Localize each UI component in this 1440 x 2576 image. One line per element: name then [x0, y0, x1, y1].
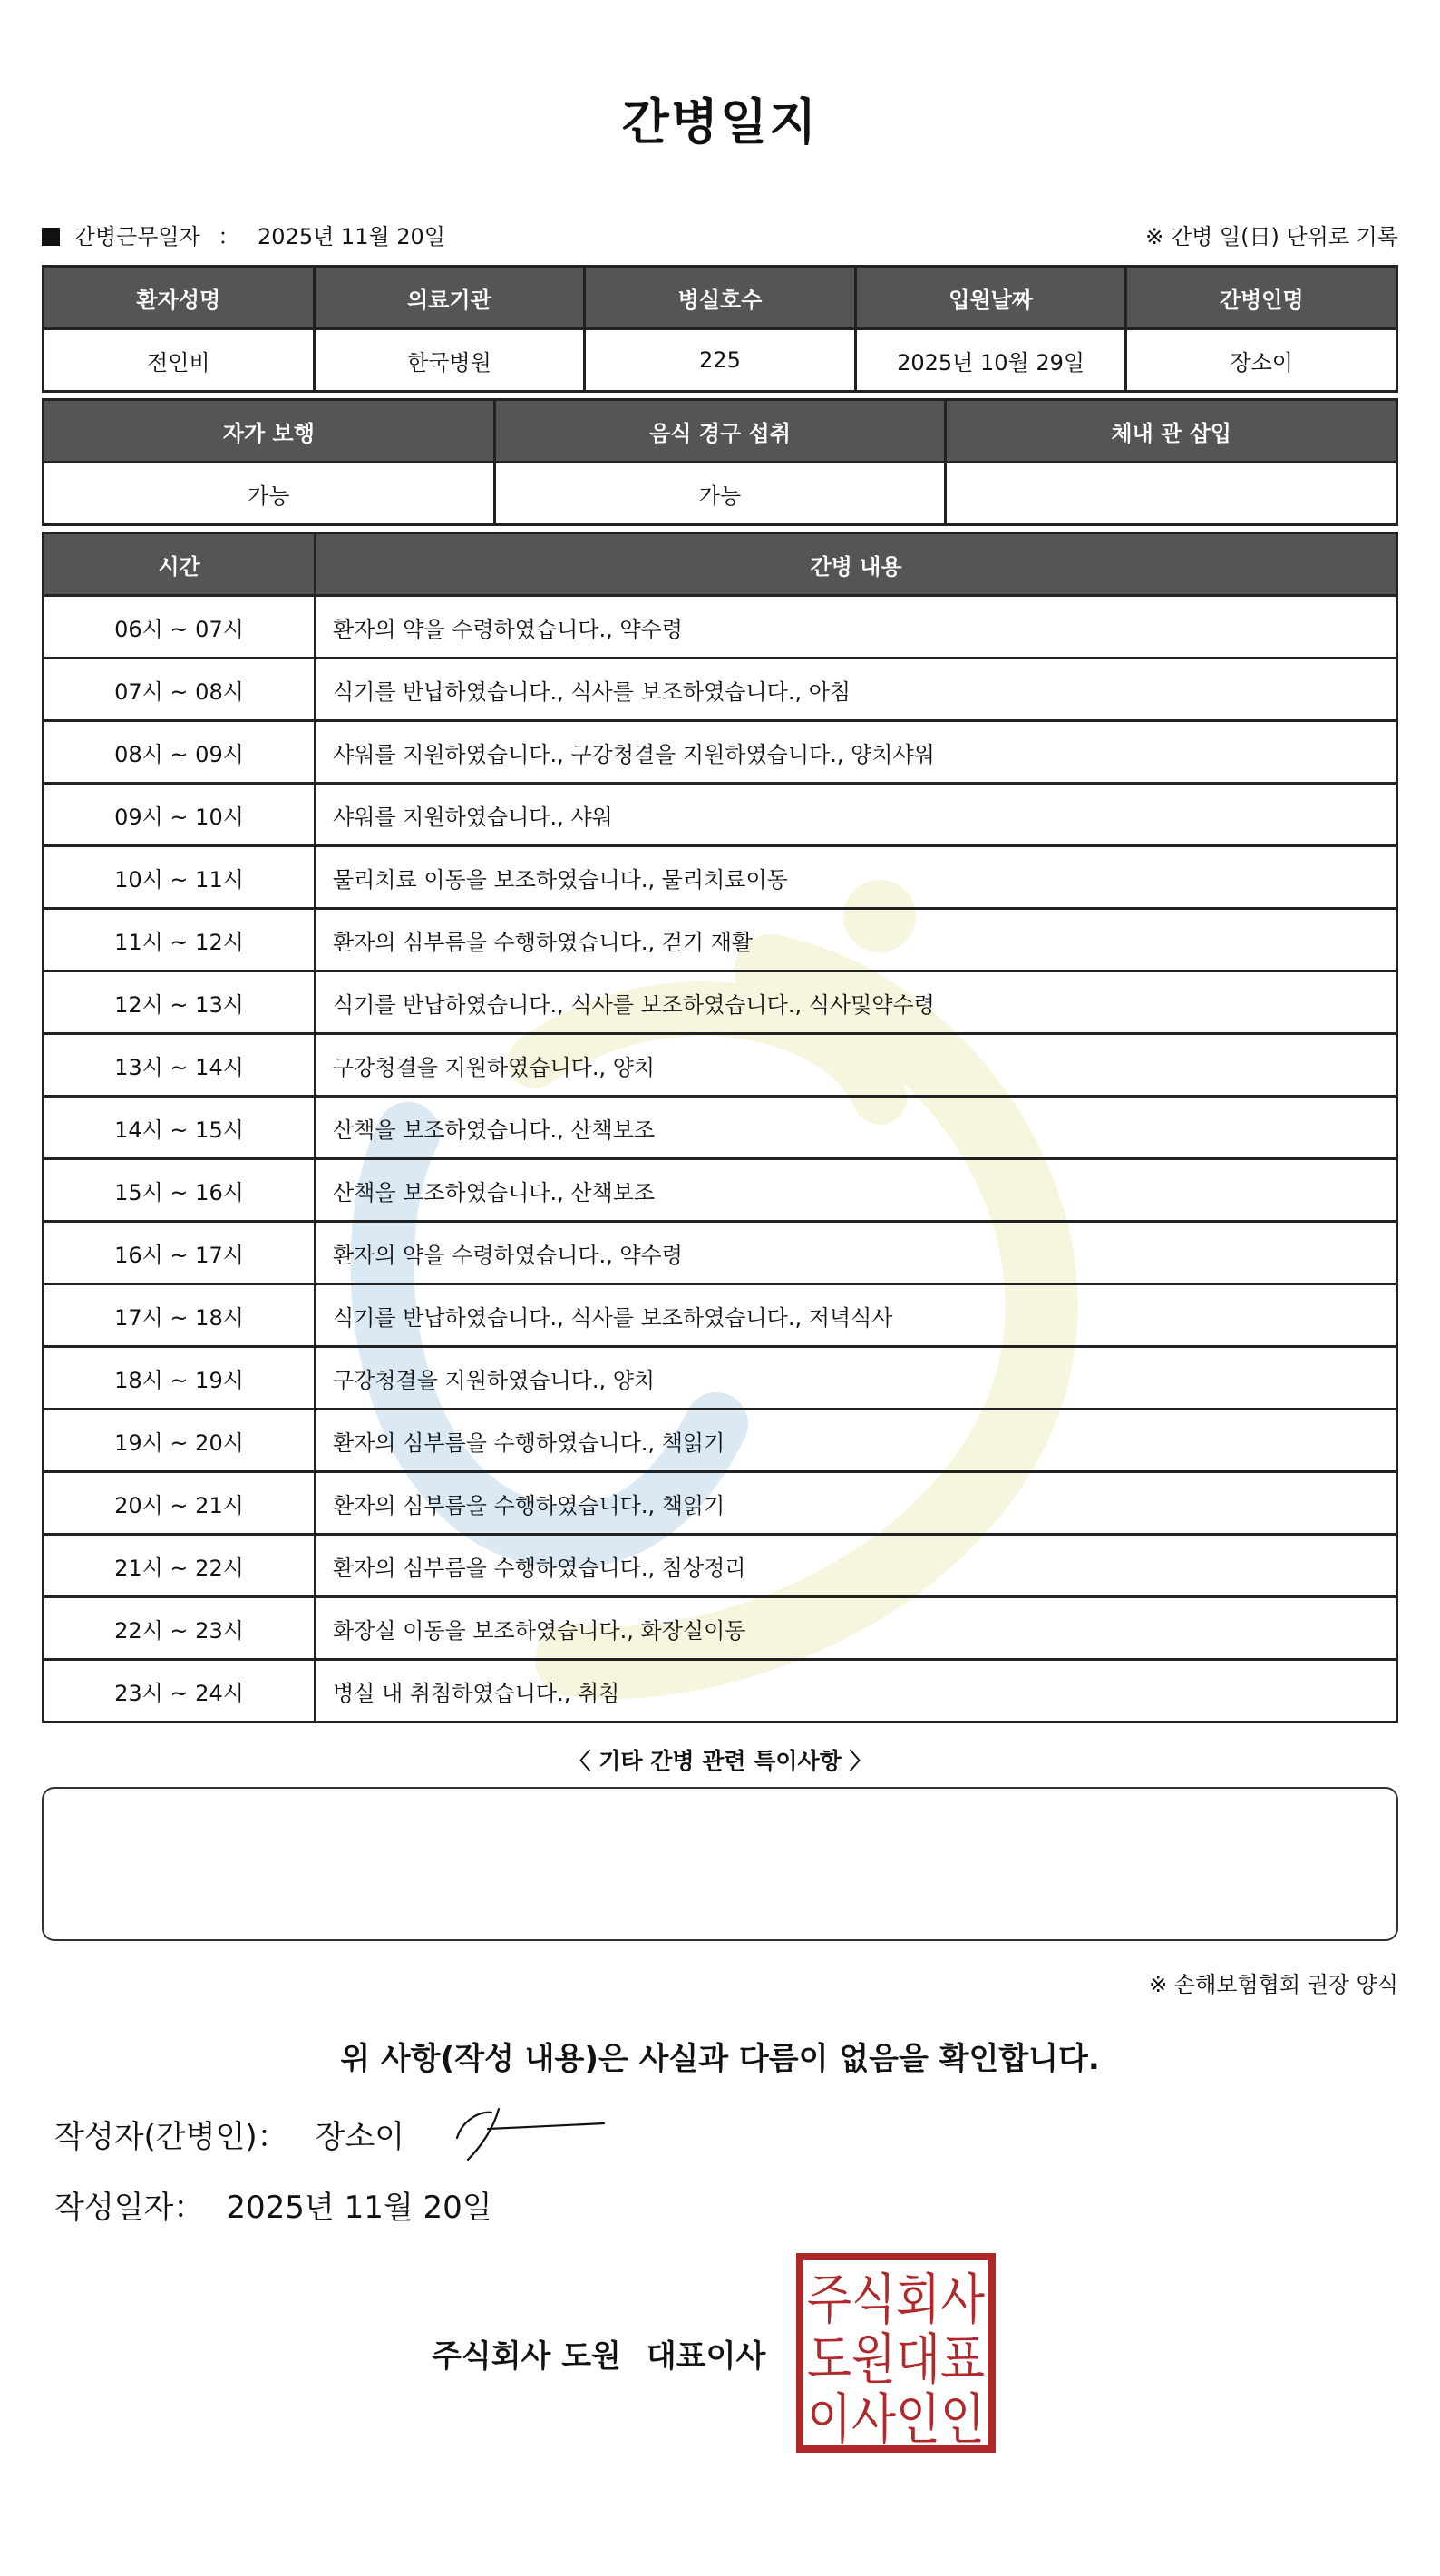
- seal-stamp-icon: [794, 2251, 997, 2454]
- log-content: 화장실 이동을 보조하였습니다., 화장실이동: [316, 1597, 1397, 1660]
- log-time: 11시 ~ 12시: [44, 909, 316, 971]
- log-time: 20시 ~ 21시: [44, 1472, 316, 1535]
- care-log-table: [42, 532, 1398, 1723]
- patient-name: 전인비: [44, 329, 315, 392]
- log-content: 환자의 약을 수령하였습니다., 약수령: [316, 596, 1397, 659]
- confirmation-statement: 위 사항(작성 내용)은 사실과 다름이 없음을 확인합니다.: [340, 2041, 1100, 2077]
- document-title: 간병일지: [621, 93, 819, 151]
- log-time: 13시 ~ 14시: [44, 1034, 316, 1097]
- log-content: 산책을 보조하였습니다., 산책보조: [316, 1097, 1397, 1159]
- log-row: [44, 1097, 1397, 1159]
- meta-row: [42, 216, 1398, 252]
- log-time: 08시 ~ 09시: [44, 721, 316, 784]
- log-content: 구강청결을 지원하였습니다., 양치: [316, 1034, 1397, 1097]
- log-row: [44, 1034, 1397, 1097]
- log-row: [44, 971, 1397, 1034]
- room-number: 225: [585, 329, 856, 392]
- header-time: 시간: [44, 533, 316, 596]
- log-row: [44, 1159, 1397, 1222]
- header-oral-intake: 음식 경구 섭취: [494, 400, 946, 463]
- oral-intake: 가능: [494, 463, 946, 525]
- work-date-value: 2025년 11월 20일: [258, 223, 445, 249]
- log-time: 23시 ~ 24시: [44, 1660, 316, 1722]
- company-row: [42, 2251, 1398, 2454]
- notes-box: [42, 1787, 1398, 1941]
- log-row: [44, 846, 1397, 909]
- svg-text:이사인인: 이사인인: [807, 2388, 986, 2452]
- log-time: 18시 ~ 19시: [44, 1347, 316, 1410]
- header-tube-insertion: 체내 관 삽입: [946, 400, 1397, 463]
- log-content: 환자의 심부름을 수행하였습니다., 책읽기: [316, 1410, 1397, 1472]
- self-walking: 가능: [44, 463, 495, 525]
- written-date-value: 2025년 11월 20일: [226, 2189, 492, 2226]
- company-name: 주식회사 도원: [432, 2337, 621, 2375]
- log-content: 식기를 반납하였습니다., 식사를 보조하였습니다., 저녁식사: [316, 1284, 1397, 1347]
- log-row: [44, 1410, 1397, 1472]
- caregiver-name: 장소이: [1126, 329, 1397, 392]
- written-date-row: [42, 2179, 1398, 2230]
- log-row: [44, 1535, 1397, 1597]
- log-time: 21시 ~ 22시: [44, 1535, 316, 1597]
- log-row: [44, 909, 1397, 971]
- header-room-number: 병실호수: [585, 267, 856, 329]
- log-content: 샤워를 지원하였습니다., 구강청결을 지원하였습니다., 양치샤워: [316, 721, 1397, 784]
- form-source-note: ※ 손해보험협회 권장 양식: [1149, 1972, 1398, 1997]
- log-time: 19시 ~ 20시: [44, 1410, 316, 1472]
- log-content: 식기를 반납하였습니다., 식사를 보조하였습니다., 아침: [316, 659, 1397, 721]
- header-hospital: 의료기관: [314, 267, 585, 329]
- signer-label: 작성자(간병인)：: [54, 2118, 288, 2155]
- log-time: 14시 ~ 15시: [44, 1097, 316, 1159]
- square-bullet-icon: [42, 228, 60, 246]
- signer-row: [42, 2106, 1398, 2161]
- company-ceo-title: 대표이사: [646, 2337, 766, 2375]
- log-content: 환자의 심부름을 수행하였습니다., 책읽기: [316, 1472, 1397, 1535]
- patient-status-table: [42, 398, 1398, 526]
- log-content: 구강청결을 지원하였습니다., 양치: [316, 1347, 1397, 1410]
- log-row: [44, 1660, 1397, 1722]
- header-care-content: 간병 내용: [316, 533, 1397, 596]
- log-row: [44, 1222, 1397, 1284]
- log-row: [44, 784, 1397, 846]
- svg-text:주식회사: 주식회사: [807, 2269, 986, 2332]
- tube-insertion: [946, 463, 1397, 525]
- handwritten-signature: [444, 2102, 608, 2165]
- log-time: 12시 ~ 13시: [44, 971, 316, 1034]
- log-content: 병실 내 취침하였습니다., 취침: [316, 1660, 1397, 1722]
- log-row: [44, 1597, 1397, 1660]
- header-patient-name: 환자성명: [44, 267, 315, 329]
- colon: ：: [218, 223, 240, 249]
- log-time: 22시 ~ 23시: [44, 1597, 316, 1660]
- log-row: [44, 596, 1397, 659]
- log-row: [44, 1347, 1397, 1410]
- log-content: 식기를 반납하였습니다., 식사를 보조하였습니다., 식사및약수령: [316, 971, 1397, 1034]
- header-self-walking: 자가 보행: [44, 400, 495, 463]
- written-date-label: 작성일자：: [54, 2189, 205, 2226]
- log-row: [44, 1472, 1397, 1535]
- log-row: [44, 659, 1397, 721]
- log-row: [44, 721, 1397, 784]
- log-time: 17시 ~ 18시: [44, 1284, 316, 1347]
- log-time: 09시 ~ 10시: [44, 784, 316, 846]
- notes-title: 〈 기타 간병 관련 특이사항 〉: [568, 1748, 872, 1774]
- signer-name: 장소이: [315, 2118, 405, 2155]
- work-date-label: 간병근무일자: [73, 223, 200, 249]
- log-row: [44, 1284, 1397, 1347]
- log-time: 15시 ~ 16시: [44, 1159, 316, 1222]
- log-content: 물리치료 이동을 보조하였습니다., 물리치료이동: [316, 846, 1397, 909]
- log-content: 환자의 심부름을 수행하였습니다., 침상정리: [316, 1535, 1397, 1597]
- log-content: 샤워를 지원하였습니다., 샤워: [316, 784, 1397, 846]
- log-time: 16시 ~ 17시: [44, 1222, 316, 1284]
- log-content: 환자의 심부름을 수행하였습니다., 걷기 재활: [316, 909, 1397, 971]
- admission-date: 2025년 10월 29일: [855, 329, 1126, 392]
- log-time: 07시 ~ 08시: [44, 659, 316, 721]
- header-admission-date: 입원날짜: [855, 267, 1126, 329]
- log-time: 06시 ~ 07시: [44, 596, 316, 659]
- care-log-body: [44, 596, 1397, 1722]
- record-unit-note: ※ 간병 일(日) 단위로 기록: [1145, 223, 1398, 249]
- hospital: 한국병원: [314, 329, 585, 392]
- log-content: 환자의 약을 수령하였습니다., 약수령: [316, 1222, 1397, 1284]
- work-date: [42, 219, 445, 250]
- company-signature: [432, 2331, 765, 2376]
- log-content: 산책을 보조하였습니다., 산책보조: [316, 1159, 1397, 1222]
- log-time: 10시 ~ 11시: [44, 846, 316, 909]
- header-caregiver-name: 간병인명: [1126, 267, 1397, 329]
- svg-text:도원대표: 도원대표: [807, 2328, 986, 2392]
- company-seal: [794, 2251, 997, 2454]
- patient-info-table: [42, 265, 1398, 393]
